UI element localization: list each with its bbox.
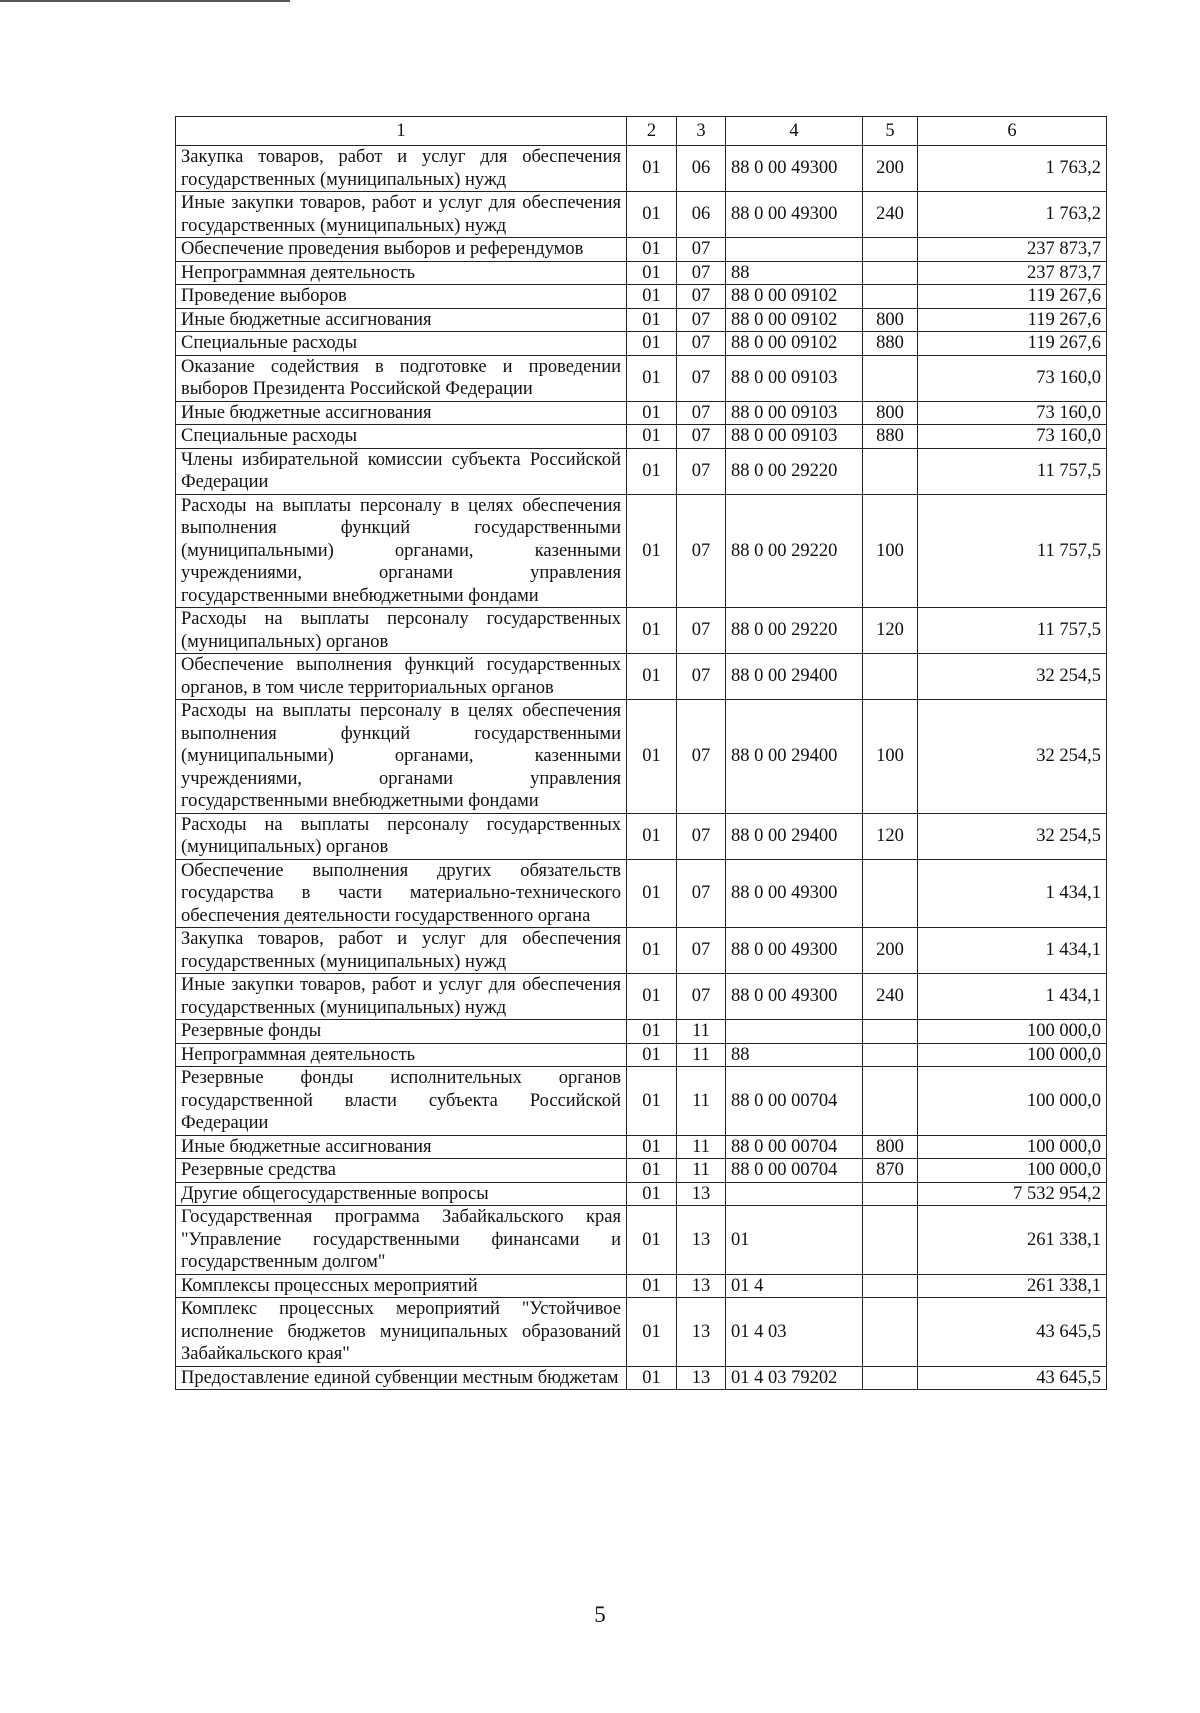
- row-target-article: 88 0 00 29220: [726, 448, 863, 494]
- row-amount: 100 000,0: [918, 1043, 1107, 1067]
- row-subsection: 07: [677, 654, 726, 700]
- row-target-article: 88 0 00 00704: [726, 1067, 863, 1136]
- table-row: [176, 146, 1107, 192]
- row-amount: 1 434,1: [918, 928, 1107, 974]
- row-name: Иные бюджетные ассигнования: [176, 401, 627, 425]
- row-target-article: [726, 1182, 863, 1206]
- table-row: [176, 859, 1107, 928]
- row-expense-type: 240: [863, 974, 918, 1020]
- row-name: Государственная программа Забайкальского края "Управление государственными финансами и государственным долгом": [176, 1206, 627, 1275]
- table-row: [176, 813, 1107, 859]
- row-subsection: 07: [677, 494, 726, 608]
- row-subsection: 07: [677, 974, 726, 1020]
- row-expense-type: [863, 1206, 918, 1275]
- table-row: [176, 308, 1107, 332]
- row-target-article: 01 4 03 79202: [726, 1366, 863, 1390]
- row-target-article: 88 0 00 09103: [726, 401, 863, 425]
- row-section: 01: [627, 192, 677, 238]
- row-section: 01: [627, 1298, 677, 1367]
- row-amount: 1 434,1: [918, 974, 1107, 1020]
- row-subsection: 07: [677, 928, 726, 974]
- table-row: [176, 401, 1107, 425]
- row-section: 01: [627, 238, 677, 262]
- row-name: Закупка товаров, работ и услуг для обеспечения государственных (муниципальных) нужд: [176, 928, 627, 974]
- row-amount: 237 873,7: [918, 261, 1107, 285]
- row-target-article: 88 0 00 29220: [726, 608, 863, 654]
- row-expense-type: [863, 448, 918, 494]
- row-subsection: 13: [677, 1274, 726, 1298]
- row-name: Резервные средства: [176, 1159, 627, 1183]
- row-section: 01: [627, 1182, 677, 1206]
- row-expense-type: [863, 859, 918, 928]
- row-subsection: 11: [677, 1067, 726, 1136]
- table-row: [176, 1274, 1107, 1298]
- row-name: Другие общегосударственные вопросы: [176, 1182, 627, 1206]
- row-amount: 261 338,1: [918, 1274, 1107, 1298]
- row-expense-type: 880: [863, 425, 918, 449]
- row-name: Иные бюджетные ассигнования: [176, 1135, 627, 1159]
- row-target-article: 88 0 00 29400: [726, 813, 863, 859]
- row-section: 01: [627, 332, 677, 356]
- row-amount: 100 000,0: [918, 1159, 1107, 1183]
- row-amount: 7 532 954,2: [918, 1182, 1107, 1206]
- header-col-4: 4: [726, 117, 863, 146]
- row-name: Обеспечение выполнения функций государственных органов, в том числе территориальных органов: [176, 654, 627, 700]
- row-subsection: 07: [677, 700, 726, 814]
- header-col-5: 5: [863, 117, 918, 146]
- row-amount: 73 160,0: [918, 425, 1107, 449]
- row-subsection: 06: [677, 146, 726, 192]
- row-section: 01: [627, 859, 677, 928]
- row-target-article: 01 4: [726, 1274, 863, 1298]
- row-target-article: 01: [726, 1206, 863, 1275]
- row-amount: 100 000,0: [918, 1067, 1107, 1136]
- page-number: 5: [594, 1602, 606, 1627]
- row-expense-type: [863, 1043, 918, 1067]
- row-expense-type: [863, 1182, 918, 1206]
- row-name: Расходы на выплаты персоналу в целях обеспечения выполнения функций государственными (муниципальными) органами, казенными учреждениями, органами управления государственными внебюджетными фондами: [176, 700, 627, 814]
- row-expense-type: [863, 285, 918, 309]
- row-expense-type: 100: [863, 700, 918, 814]
- row-target-article: 88: [726, 261, 863, 285]
- table-row: [176, 1366, 1107, 1390]
- row-name: Расходы на выплаты персоналу в целях обеспечения выполнения функций государственными (муниципальными) органами, казенными учреждениями, органами управления государственными внебюджетными фондами: [176, 494, 627, 608]
- table-row: [176, 1135, 1107, 1159]
- row-target-article: 88 0 00 49300: [726, 192, 863, 238]
- row-name: Расходы на выплаты персоналу государственных (муниципальных) органов: [176, 813, 627, 859]
- header-col-3: 3: [677, 117, 726, 146]
- row-amount: 261 338,1: [918, 1206, 1107, 1275]
- row-name: Иные закупки товаров, работ и услуг для обеспечения государственных (муниципальных) нужд: [176, 192, 627, 238]
- row-amount: 100 000,0: [918, 1020, 1107, 1044]
- row-name: Резервные фонды исполнительных органов государственной власти субъекта Российской Федерации: [176, 1067, 627, 1136]
- row-target-article: 88 0 00 09103: [726, 425, 863, 449]
- table-row: [176, 1298, 1107, 1367]
- table-row: [176, 1206, 1107, 1275]
- row-amount: 11 757,5: [918, 494, 1107, 608]
- row-name: Резервные фонды: [176, 1020, 627, 1044]
- row-subsection: 11: [677, 1043, 726, 1067]
- row-section: 01: [627, 1159, 677, 1183]
- row-target-article: 88 0 00 09102: [726, 332, 863, 356]
- row-amount: 43 645,5: [918, 1298, 1107, 1367]
- row-section: 01: [627, 494, 677, 608]
- row-expense-type: [863, 238, 918, 262]
- row-amount: 43 645,5: [918, 1366, 1107, 1390]
- row-section: 01: [627, 654, 677, 700]
- row-subsection: 11: [677, 1135, 726, 1159]
- row-name: Предоставление единой субвенции местным бюджетам: [176, 1366, 627, 1390]
- row-section: 01: [627, 146, 677, 192]
- row-expense-type: [863, 654, 918, 700]
- row-expense-type: 100: [863, 494, 918, 608]
- row-target-article: 88 0 00 29400: [726, 654, 863, 700]
- row-section: 01: [627, 974, 677, 1020]
- row-amount: 119 267,6: [918, 308, 1107, 332]
- table-row: [176, 192, 1107, 238]
- table-row: [176, 654, 1107, 700]
- row-section: 01: [627, 1366, 677, 1390]
- row-amount: 1 434,1: [918, 859, 1107, 928]
- row-section: 01: [627, 1043, 677, 1067]
- row-target-article: 88 0 00 00704: [726, 1159, 863, 1183]
- row-expense-type: [863, 1067, 918, 1136]
- row-target-article: 01 4 03: [726, 1298, 863, 1367]
- row-section: 01: [627, 1206, 677, 1275]
- table-row: [176, 1043, 1107, 1067]
- row-expense-type: 800: [863, 308, 918, 332]
- header-col-6: 6: [918, 117, 1107, 146]
- row-target-article: 88 0 00 09102: [726, 285, 863, 309]
- row-target-article: 88 0 00 49300: [726, 859, 863, 928]
- row-subsection: 11: [677, 1159, 726, 1183]
- budget-table: [175, 116, 1107, 1390]
- row-amount: 11 757,5: [918, 608, 1107, 654]
- row-section: 01: [627, 1135, 677, 1159]
- row-target-article: 88 0 00 49300: [726, 974, 863, 1020]
- row-name: Закупка товаров, работ и услуг для обеспечения государственных (муниципальных) нужд: [176, 146, 627, 192]
- table-row: [176, 448, 1107, 494]
- row-amount: 73 160,0: [918, 355, 1107, 401]
- table-row: [176, 1182, 1107, 1206]
- table-row: [176, 1067, 1107, 1136]
- row-target-article: 88 0 00 29400: [726, 700, 863, 814]
- row-expense-type: 200: [863, 928, 918, 974]
- row-name: Комплекс процессных мероприятий "Устойчивое исполнение бюджетов муниципальных образований Забайкальского края": [176, 1298, 627, 1367]
- row-expense-type: [863, 1366, 918, 1390]
- table-row: [176, 928, 1107, 974]
- row-expense-type: 800: [863, 401, 918, 425]
- row-subsection: 07: [677, 859, 726, 928]
- row-name: Проведение выборов: [176, 285, 627, 309]
- row-expense-type: [863, 1020, 918, 1044]
- row-name: Иные закупки товаров, работ и услуг для обеспечения государственных (муниципальных) нужд: [176, 974, 627, 1020]
- row-section: 01: [627, 1067, 677, 1136]
- row-target-article: 88 0 00 09103: [726, 355, 863, 401]
- row-section: 01: [627, 285, 677, 309]
- row-expense-type: [863, 355, 918, 401]
- row-subsection: 13: [677, 1366, 726, 1390]
- row-expense-type: 240: [863, 192, 918, 238]
- row-expense-type: 880: [863, 332, 918, 356]
- row-amount: 32 254,5: [918, 654, 1107, 700]
- row-name: Оказание содействия в подготовке и проведении выборов Президента Российской Федерации: [176, 355, 627, 401]
- row-section: 01: [627, 700, 677, 814]
- row-subsection: 11: [677, 1020, 726, 1044]
- row-expense-type: 870: [863, 1159, 918, 1183]
- row-section: 01: [627, 608, 677, 654]
- row-expense-type: [863, 1274, 918, 1298]
- row-amount: 119 267,6: [918, 332, 1107, 356]
- row-subsection: 07: [677, 308, 726, 332]
- row-subsection: 07: [677, 355, 726, 401]
- row-subsection: 06: [677, 192, 726, 238]
- row-section: 01: [627, 261, 677, 285]
- row-subsection: 13: [677, 1182, 726, 1206]
- row-expense-type: 120: [863, 813, 918, 859]
- row-section: 01: [627, 813, 677, 859]
- row-target-article: 88 0 00 29220: [726, 494, 863, 608]
- row-name: Иные бюджетные ассигнования: [176, 308, 627, 332]
- header-col-2: 2: [627, 117, 677, 146]
- row-expense-type: 800: [863, 1135, 918, 1159]
- row-subsection: 13: [677, 1298, 726, 1367]
- table-row: [176, 285, 1107, 309]
- table-row: [176, 355, 1107, 401]
- row-name: Специальные расходы: [176, 332, 627, 356]
- row-subsection: 07: [677, 332, 726, 356]
- row-amount: 32 254,5: [918, 813, 1107, 859]
- row-subsection: 13: [677, 1206, 726, 1275]
- row-target-article: [726, 238, 863, 262]
- row-section: 01: [627, 1274, 677, 1298]
- table-row: [176, 700, 1107, 814]
- row-name: Обеспечение выполнения других обязательств государства в части материально-технического обеспечения деятельности государственного органа: [176, 859, 627, 928]
- table-row: [176, 1020, 1107, 1044]
- table-row: [176, 261, 1107, 285]
- row-section: 01: [627, 448, 677, 494]
- top-edge-line: [0, 0, 290, 2]
- table-row: [176, 1159, 1107, 1183]
- row-subsection: 07: [677, 238, 726, 262]
- row-name: Члены избирательной комиссии субъекта Российской Федерации: [176, 448, 627, 494]
- row-expense-type: [863, 1298, 918, 1367]
- row-target-article: 88 0 00 00704: [726, 1135, 863, 1159]
- row-amount: 1 763,2: [918, 146, 1107, 192]
- row-subsection: 07: [677, 813, 726, 859]
- row-name: Непрограммная деятельность: [176, 261, 627, 285]
- row-amount: 237 873,7: [918, 238, 1107, 262]
- row-target-article: 88 0 00 09102: [726, 308, 863, 332]
- row-section: 01: [627, 355, 677, 401]
- row-amount: 73 160,0: [918, 401, 1107, 425]
- row-amount: 11 757,5: [918, 448, 1107, 494]
- row-section: 01: [627, 401, 677, 425]
- row-subsection: 07: [677, 448, 726, 494]
- row-section: 01: [627, 308, 677, 332]
- row-expense-type: 120: [863, 608, 918, 654]
- table-row: [176, 425, 1107, 449]
- row-subsection: 07: [677, 401, 726, 425]
- row-amount: 100 000,0: [918, 1135, 1107, 1159]
- row-subsection: 07: [677, 425, 726, 449]
- row-target-article: 88 0 00 49300: [726, 146, 863, 192]
- row-name: Расходы на выплаты персоналу государственных (муниципальных) органов: [176, 608, 627, 654]
- row-subsection: 07: [677, 261, 726, 285]
- row-amount: 32 254,5: [918, 700, 1107, 814]
- table-row: [176, 238, 1107, 262]
- table-row: [176, 608, 1107, 654]
- row-name: Специальные расходы: [176, 425, 627, 449]
- header-row: [176, 117, 1107, 146]
- row-section: 01: [627, 1020, 677, 1044]
- row-subsection: 07: [677, 608, 726, 654]
- row-name: Непрограммная деятельность: [176, 1043, 627, 1067]
- row-name: Комплексы процессных мероприятий: [176, 1274, 627, 1298]
- row-target-article: 88: [726, 1043, 863, 1067]
- row-section: 01: [627, 928, 677, 974]
- row-amount: 119 267,6: [918, 285, 1107, 309]
- row-subsection: 07: [677, 285, 726, 309]
- table-row: [176, 332, 1107, 356]
- table-row: [176, 494, 1107, 608]
- row-section: 01: [627, 425, 677, 449]
- row-expense-type: 200: [863, 146, 918, 192]
- row-target-article: [726, 1020, 863, 1044]
- row-name: Обеспечение проведения выборов и референдумов: [176, 238, 627, 262]
- row-expense-type: [863, 261, 918, 285]
- row-amount: 1 763,2: [918, 192, 1107, 238]
- table-row: [176, 974, 1107, 1020]
- header-col-1: 1: [176, 117, 627, 146]
- row-target-article: 88 0 00 49300: [726, 928, 863, 974]
